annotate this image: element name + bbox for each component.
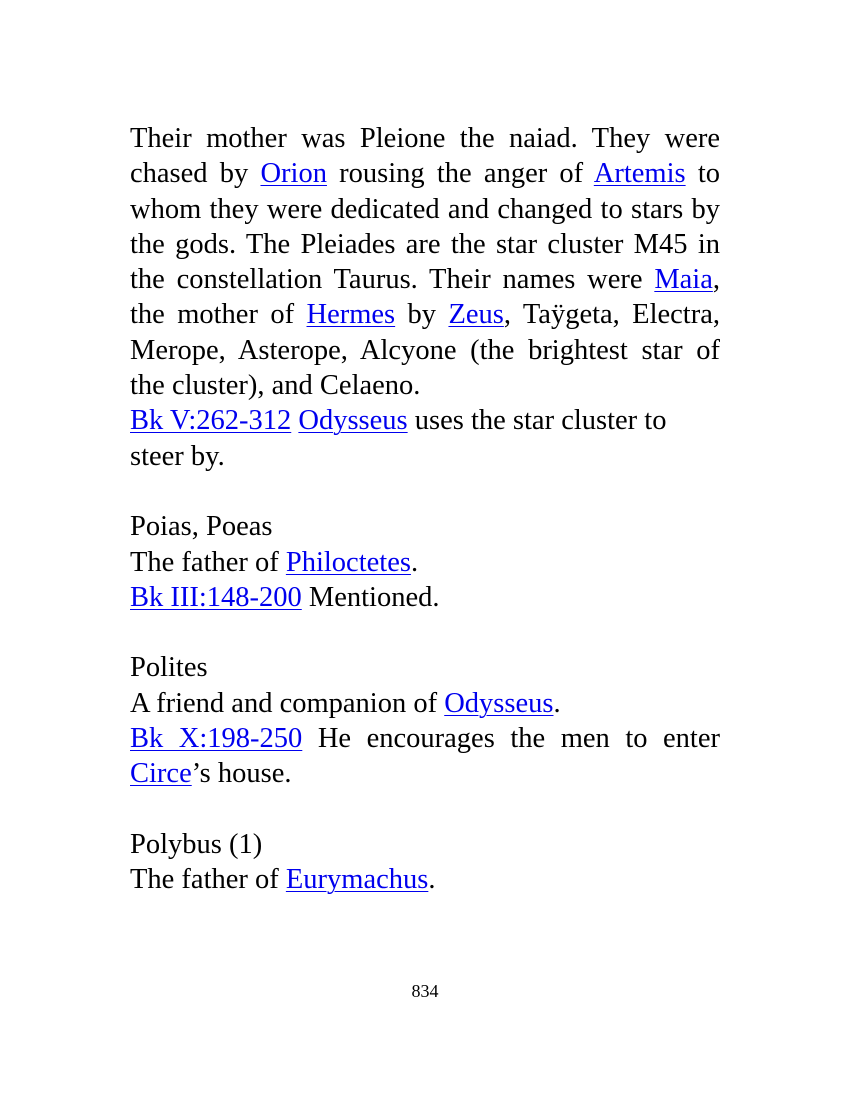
desc-end: .	[428, 864, 436, 896]
link-circe[interactable]: Circe	[130, 758, 192, 790]
ref-end: ’s house.	[191, 758, 292, 790]
entry-text: rousing the anger of	[326, 158, 594, 190]
ref-text: uses the star cluster to steer by.	[130, 405, 667, 472]
link-zeus[interactable]: Zeus	[448, 299, 504, 331]
spacer	[130, 792, 720, 827]
desc-end: .	[410, 546, 419, 578]
polybus-description	[130, 862, 720, 897]
polites-description	[130, 686, 720, 721]
link-hermes[interactable]: Hermes	[306, 299, 396, 331]
polybus-heading: Polybus (1)	[130, 828, 263, 860]
spacer	[130, 474, 720, 509]
desc-end: .	[553, 687, 561, 719]
page-number: 834	[411, 981, 439, 1001]
entry-text: , the mother of	[130, 264, 720, 331]
polites-heading: Polites	[130, 652, 208, 684]
entry-text: Their mother was Pleione the naiad. They were chased by	[130, 123, 720, 190]
entry-text: to whom they were dedicated and changed to stars by the gods. The Pleiades are the star cluster M45 in the constellation Taurus. Their names were	[130, 158, 721, 296]
entry-text: , Taÿgeta, Electra, Merope, Asterope, Alcyone (the brightest star of the cluster), and Celaeno.	[130, 299, 720, 402]
poias-heading: Poias, Poeas	[130, 511, 273, 543]
pleiades-reference	[130, 403, 720, 474]
spacer	[130, 615, 720, 650]
poias-description	[130, 545, 720, 580]
link-bk-x-198-250[interactable]: Bk X:198-250	[130, 723, 303, 755]
link-eurymachus[interactable]: Eurymachus	[285, 864, 429, 896]
desc-text: The father of	[130, 546, 286, 578]
entry-text: by	[395, 299, 449, 331]
link-odysseus[interactable]: Odysseus	[444, 687, 554, 719]
ref-text: Mentioned.	[301, 581, 440, 613]
poias-reference	[130, 580, 720, 615]
desc-text: The father of	[130, 864, 286, 896]
link-philoctetes[interactable]: Philoctetes	[285, 546, 411, 578]
pleiades-entry	[130, 121, 720, 403]
link-odysseus[interactable]: Odysseus	[298, 405, 408, 437]
polites-reference	[130, 721, 720, 792]
ref-text: He encourages the men to enter	[302, 723, 720, 755]
page-body	[130, 121, 720, 898]
desc-text: A friend and companion of	[130, 687, 445, 719]
link-bk-iii-148-200[interactable]: Bk III:148-200	[130, 581, 302, 613]
link-orion[interactable]: Orion	[260, 158, 327, 190]
link-artemis[interactable]: Artemis	[593, 158, 686, 190]
link-maia[interactable]: Maia	[654, 264, 713, 296]
link-bk-v-262-312[interactable]: Bk V:262-312	[130, 405, 292, 437]
